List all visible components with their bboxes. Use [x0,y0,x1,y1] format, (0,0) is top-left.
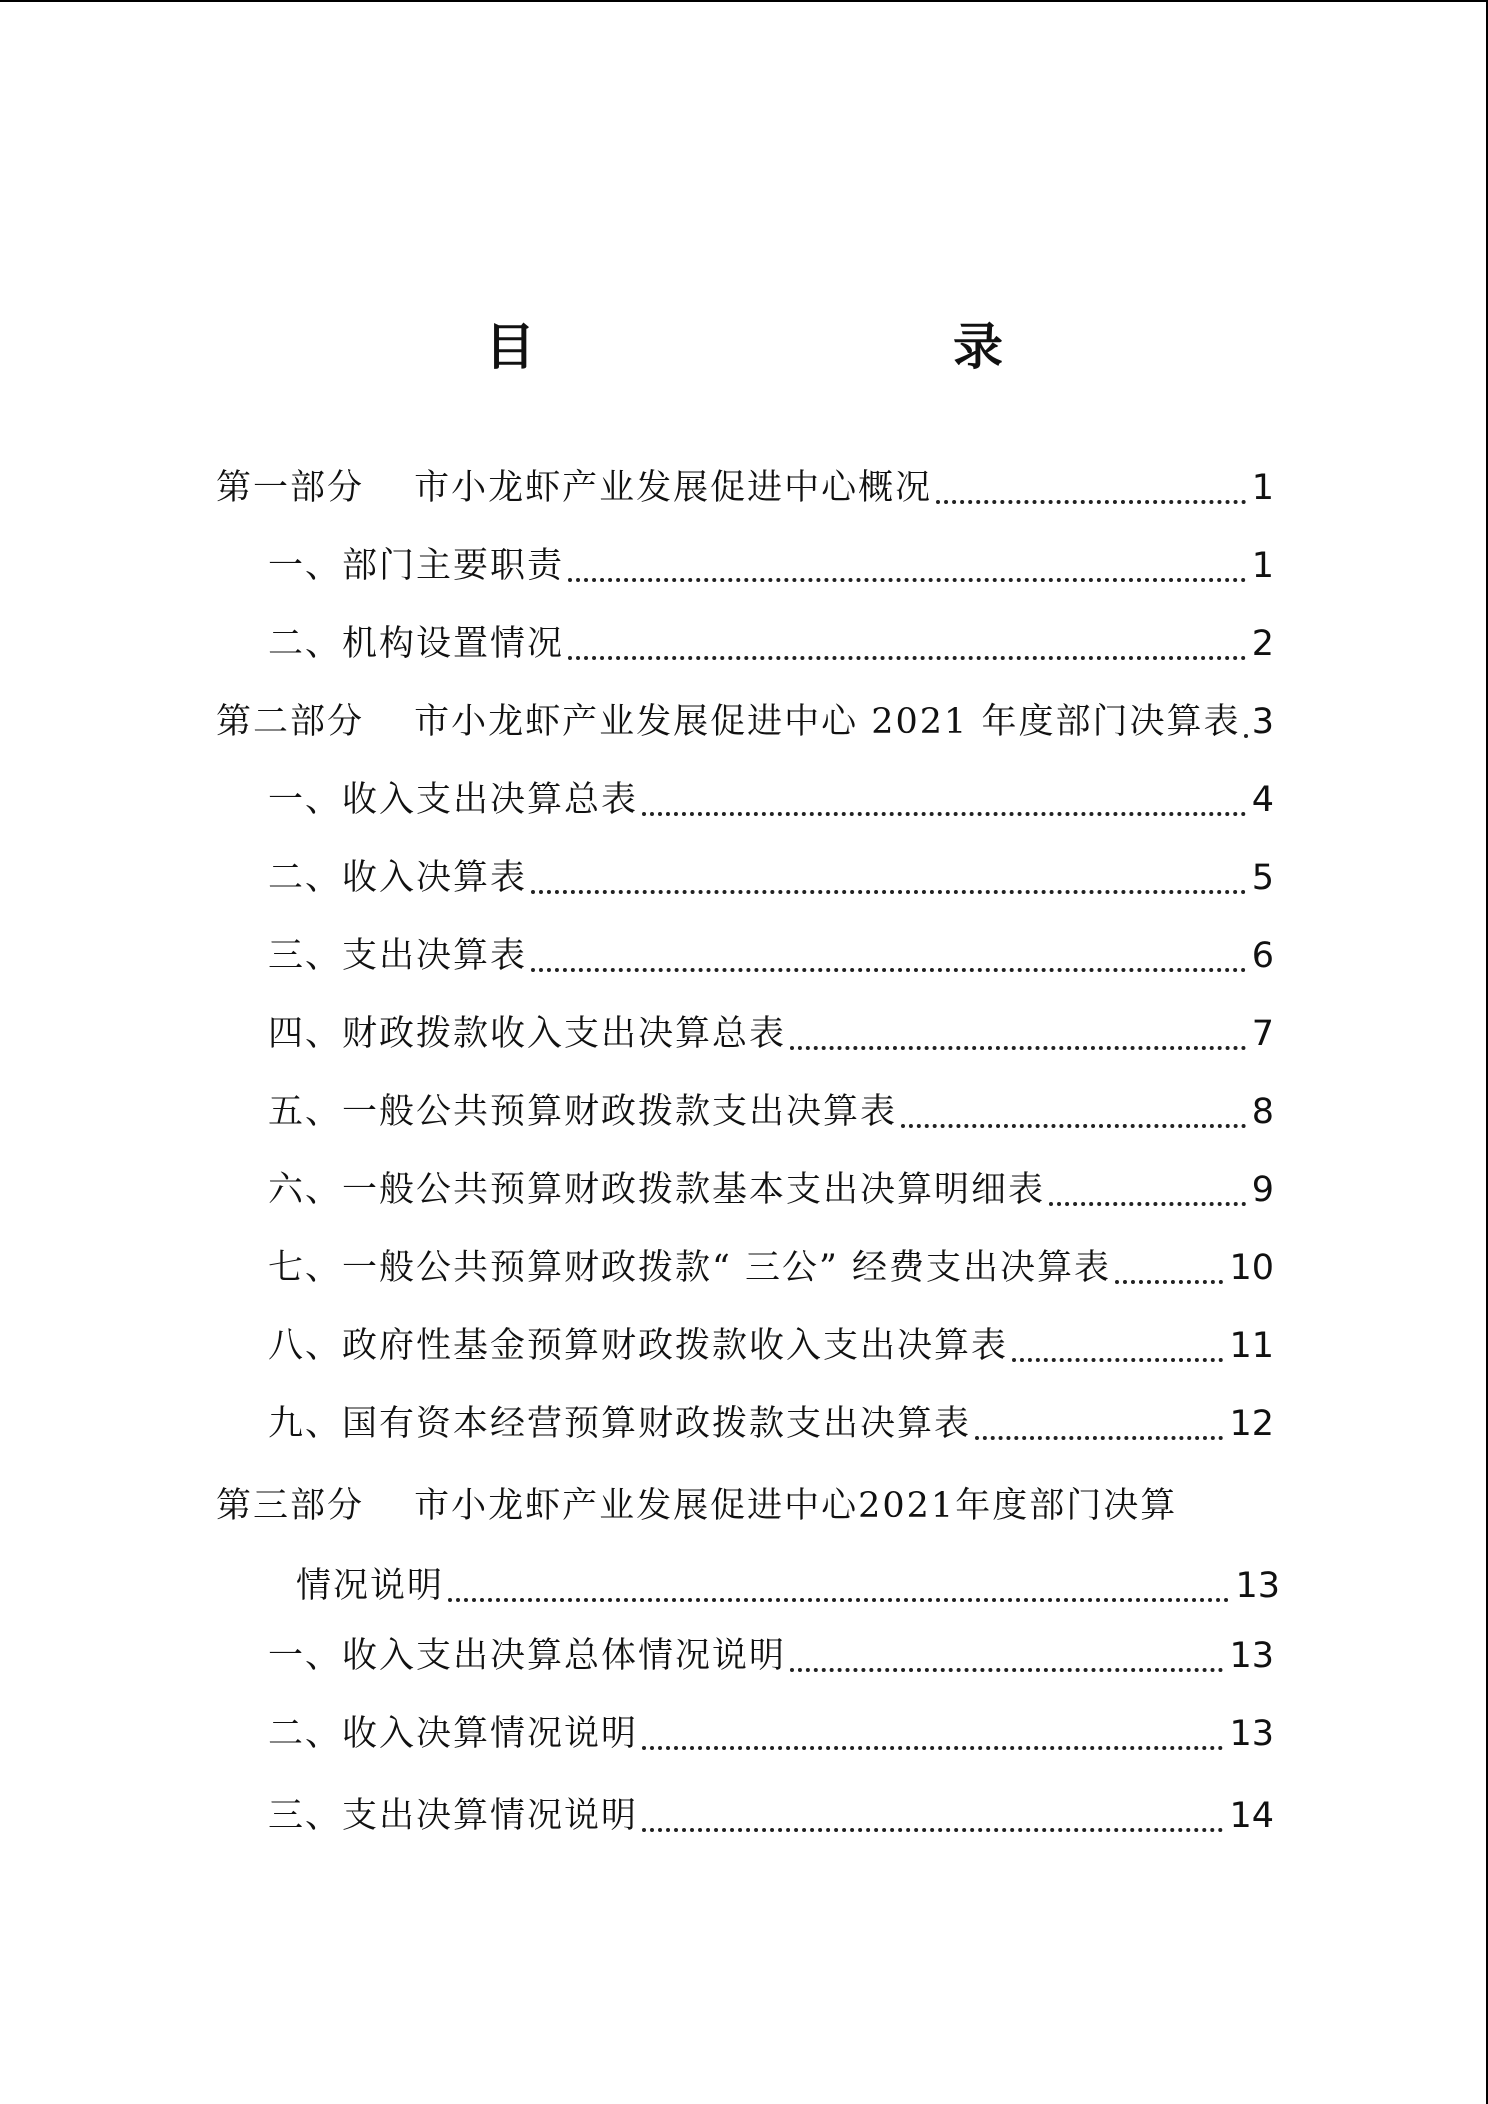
top-border-rule [0,0,1488,2]
toc-entry-3-3[interactable] [268,1786,1274,1846]
toc-entry-2-9[interactable] [268,1394,1274,1454]
toc-entry-label: 第一部分 市小龙虾产业发展促进中心概况 [216,468,933,508]
dot-leader [975,1436,1223,1440]
toc-entry-label: 情况说明 [296,1566,445,1606]
toc-page-number: 13 [1229,1636,1274,1676]
toc-entry-2-7[interactable] [268,1238,1274,1298]
toc-entry-part-1[interactable] [216,458,1274,518]
dot-leader [448,1598,1229,1602]
toc-page-number: 1 [1251,546,1274,586]
toc-entry-label: 一、部门主要职责 [268,546,565,586]
toc-page-number: 13 [1235,1566,1280,1606]
toc-entry-2-4[interactable] [268,1004,1274,1064]
toc-page-number: 6 [1251,936,1274,976]
toc-entry-label: 五、一般公共预算财政拨款支出决算表 [268,1092,898,1132]
toc-entry-2-5[interactable] [268,1082,1274,1142]
dot-leader [1049,1202,1246,1206]
toc-entry-3-1[interactable] [268,1626,1274,1686]
toc-entry-label: 二、机构设置情况 [268,624,565,664]
dot-leader [568,656,1246,660]
toc-page-number: 4 [1251,780,1274,820]
dot-leader [642,812,1246,816]
dot-leader [901,1124,1246,1128]
dot-leader [531,890,1246,894]
toc-entry-part-2[interactable] [216,692,1274,752]
toc-entry-1-1[interactable] [268,536,1274,596]
toc-entry-part-3-continued[interactable] [296,1556,1280,1616]
page-title: 目 录 [485,318,1109,376]
toc-page-number: 10 [1229,1248,1274,1288]
toc-entry-part-3-heading[interactable]: 第三部分 市小龙虾产业发展促进中心2021年度部门决算 [216,1486,1178,1526]
toc-page-number: 13 [1229,1714,1274,1754]
dot-leader [790,1668,1223,1672]
dot-leader [936,500,1246,504]
dot-leader [568,578,1246,582]
dot-leader [1012,1358,1223,1362]
toc-page-number: 11 [1229,1326,1274,1366]
dot-leader [642,1746,1223,1750]
toc-page-number: 8 [1251,1092,1274,1132]
toc-page-number: 7 [1251,1014,1274,1054]
toc-page-number: 12 [1229,1404,1274,1444]
toc-entry-2-1[interactable] [268,770,1274,830]
toc-page-number: 5 [1251,858,1274,898]
toc-page-number: 1 [1251,468,1274,508]
toc-page-number: 9 [1251,1170,1274,1210]
dot-leader [642,1828,1223,1832]
toc-entry-2-2[interactable] [268,848,1274,908]
toc-entry-label: 三、支出决算情况说明 [268,1796,639,1836]
toc-entry-label: 二、收入决算表 [268,858,528,898]
toc-entry-label: 八、政府性基金预算财政拨款收入支出决算表 [268,1326,1009,1366]
toc-entry-2-3[interactable] [268,926,1274,986]
dot-leader [1244,734,1245,738]
toc-entry-label: 六、一般公共预算财政拨款基本支出决算明细表 [268,1170,1046,1210]
toc-entry-label: 一、收入支出决算总表 [268,780,639,820]
toc-page-number: 2 [1251,624,1274,664]
toc-entry-label: 二、收入决算情况说明 [268,1714,639,1754]
toc-entry-2-6[interactable] [268,1160,1274,1220]
toc-entry-label: 七、一般公共预算财政拨款“ 三公” 经费支出决算表 [268,1248,1112,1288]
toc-entry-label: 九、国有资本经营预算财政拨款支出决算表 [268,1404,972,1444]
toc-entry-label: 四、财政拨款收入支出决算总表 [268,1014,787,1054]
toc-entry-2-8[interactable] [268,1316,1274,1376]
toc-entry-label: 第二部分 市小龙虾产业发展促进中心 2021 年度部门决算表 [216,702,1241,742]
dot-leader [1115,1280,1223,1284]
toc-page-number: 14 [1229,1796,1274,1836]
toc-entry-1-2[interactable] [268,614,1274,674]
toc-entry-label: 三、支出决算表 [268,936,528,976]
toc-entry-label: 一、收入支出决算总体情况说明 [268,1636,787,1676]
dot-leader [531,968,1246,972]
toc-page-number: 3 [1251,702,1274,742]
dot-leader [790,1046,1246,1050]
toc-entry-3-2[interactable] [268,1704,1274,1764]
